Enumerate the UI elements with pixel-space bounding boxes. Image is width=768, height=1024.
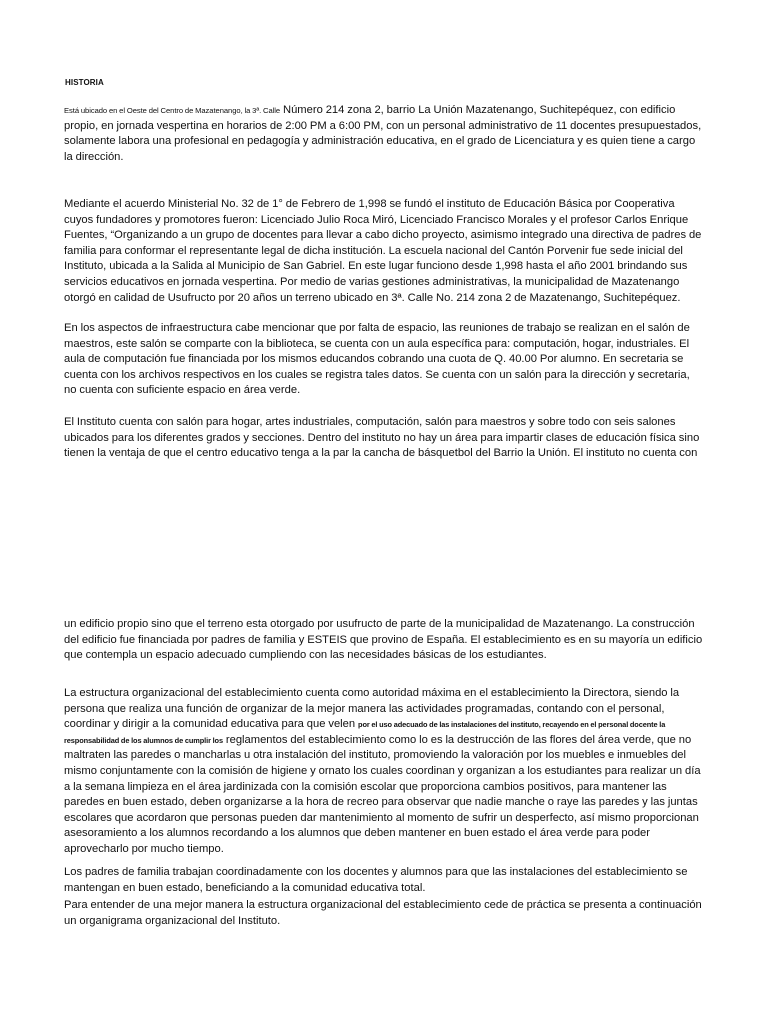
paragraph-organization-end: reglamentos del establecimiento como lo es la destrucción de las flores del área verde, que no maltraten las paredes o mancharlas u otra instalación del instituto, promoviendo la valoración por los muebles e inmuebles del mismo conjuntamente con la comisión de higiene y ornato los cuales coordinan y organizan a los estudiantes para realizar un día a la semana limpieza en el área jardinizada con la comisión escolar que proporciona cambios positivos, para mantener las paredes en buen estado, deben organizarse a la hora de recreo para observar que nadie manche o raye las paredes y las juntas escolares que acordaron que personas pueden dar mantenimiento al momento de sufrir un desperfecto, así mismo proporcionan asesoramiento a los alumnos recordando a los alumnos que deben mantener en buen estado el área verde para poder aprovecharlo por mucho tiempo. bbox=[64, 733, 701, 855]
paragraph-organization-start: La estructura organizacional del establecimiento cuenta como autoridad máxima en el establecimiento la Directora, siendo la persona que realiza una función de organizar de la mejor manera las actividades programadas, contando con el personal, coordinar y dirigir a la comunidad educativa para que velen bbox=[64, 687, 680, 731]
paragraph-infrastructure: En los aspectos de infraestructura cabe mencionar que por falta de espacio, las reuniones de trabajo se realizan en el salón de maestros, este salón se comparte con la biblioteca, se cuenta con un aula específica para: computación, hogar, industriales. El aula de computación fue financiada por los mismos educandos cobrando una cuota de Q. 40.00 Por alumno. En secretaria se cuenta con los archivos respectivos en los cuales se registra tales datos. Se cuenta con un salón para la dirección y secretaria, no cuenta con suficiente espacio en área verde. bbox=[64, 322, 690, 397]
paragraph-foundation: Mediante el acuerdo Ministerial No. 32 de 1° de Febrero de 1,998 se fundó el instituto de Educación Básica por Cooperativa cuyos fundadores y promotores fueron: Licenciado Julio Roca Miró, Licenciado Francisco Morales y el profesor Carlos Enrique Fuentes, “Organizando a un grupo de docentes para llevar a cabo dicho proyecto, asimismo integrado una directiva de padres de familia para conformar el representante legal de dicha institución. La escuela nacional del Cantón Porvenir fue sede inicial del Instituto, ubicada a la Salida al Municipio de San Gabriel. En este lugar funciono desde 1,998 hasta el año 2001 brindando sus servicios educativos en jornada vespertina. Por medio de varias gestiones administrativas, la municipalidad de Mazatenango otorgó en calidad de Usufructo por 20 años un terreno ubicado en 3ª. Calle No. 214 zona 2 de Mazatenango, Suchitepéquez. bbox=[64, 198, 702, 304]
paragraph-building: un edificio propio sino que el terreno esta otorgado por usufructo de parte de la municipalidad de Mazatenango. La construcción del edificio fue financiada por padres de familia y ESTEIS que provino de España. El establecimiento es en su mayoría un edificio que contempla un espacio adecuado cumpliendo con las necesidades básicas de los estudiantes. bbox=[64, 618, 703, 662]
paragraph-parents: Los padres de familia trabajan coordinadamente con los docentes y alumnos para que las instalaciones del establecimiento se mantengan en buen estado, beneficiando a la comunidad educativa total. bbox=[64, 866, 688, 894]
paragraph-organigram-intro: Para entender de una mejor manera la estructura organizacional del establecimiento cede de práctica se presenta a continuación un organigrama organizacional del Instituto. bbox=[64, 899, 702, 927]
section-heading: HISTORIA bbox=[65, 78, 104, 87]
paragraph-location-text: Número 214 zona 2, barrio La Unión Mazatenango, Suchitepéquez, con edificio propio, en jornada vespertina en horarios de 2:00 PM a 6:00 PM, con un personal administrativo de 11 docentes presupuestados, solamente labora una profesional en pedagogía y administración educativa, en el grado de Licenciatura y es quien tiene a cargo la dirección. bbox=[64, 104, 702, 163]
paragraph-location bbox=[64, 103, 704, 165]
paragraph-organization bbox=[64, 686, 704, 858]
paragraph-facilities: El Instituto cuenta con salón para hogar, artes industriales, computación, salón para maestros y sobre todo con seis salones ubicados para los diferentes grados y secciones. Dentro del instituto no hay un área para impartir clases de educación física sino tienen la ventaja de que el centro educativo tenga a la par la cancha de básquetbol del Barrio la Unión. El instituto no cuenta con bbox=[64, 416, 700, 460]
small-prefix-text: Está ubicado en el Oeste del Centro de Mazatenango, la 3ª. Calle bbox=[64, 106, 281, 115]
small-insert-text: por el uso adecuado de las instalaciones del instituto, recayendo en el personal docente la responsabilidad de los alumnos de cumplir los bbox=[64, 720, 666, 745]
